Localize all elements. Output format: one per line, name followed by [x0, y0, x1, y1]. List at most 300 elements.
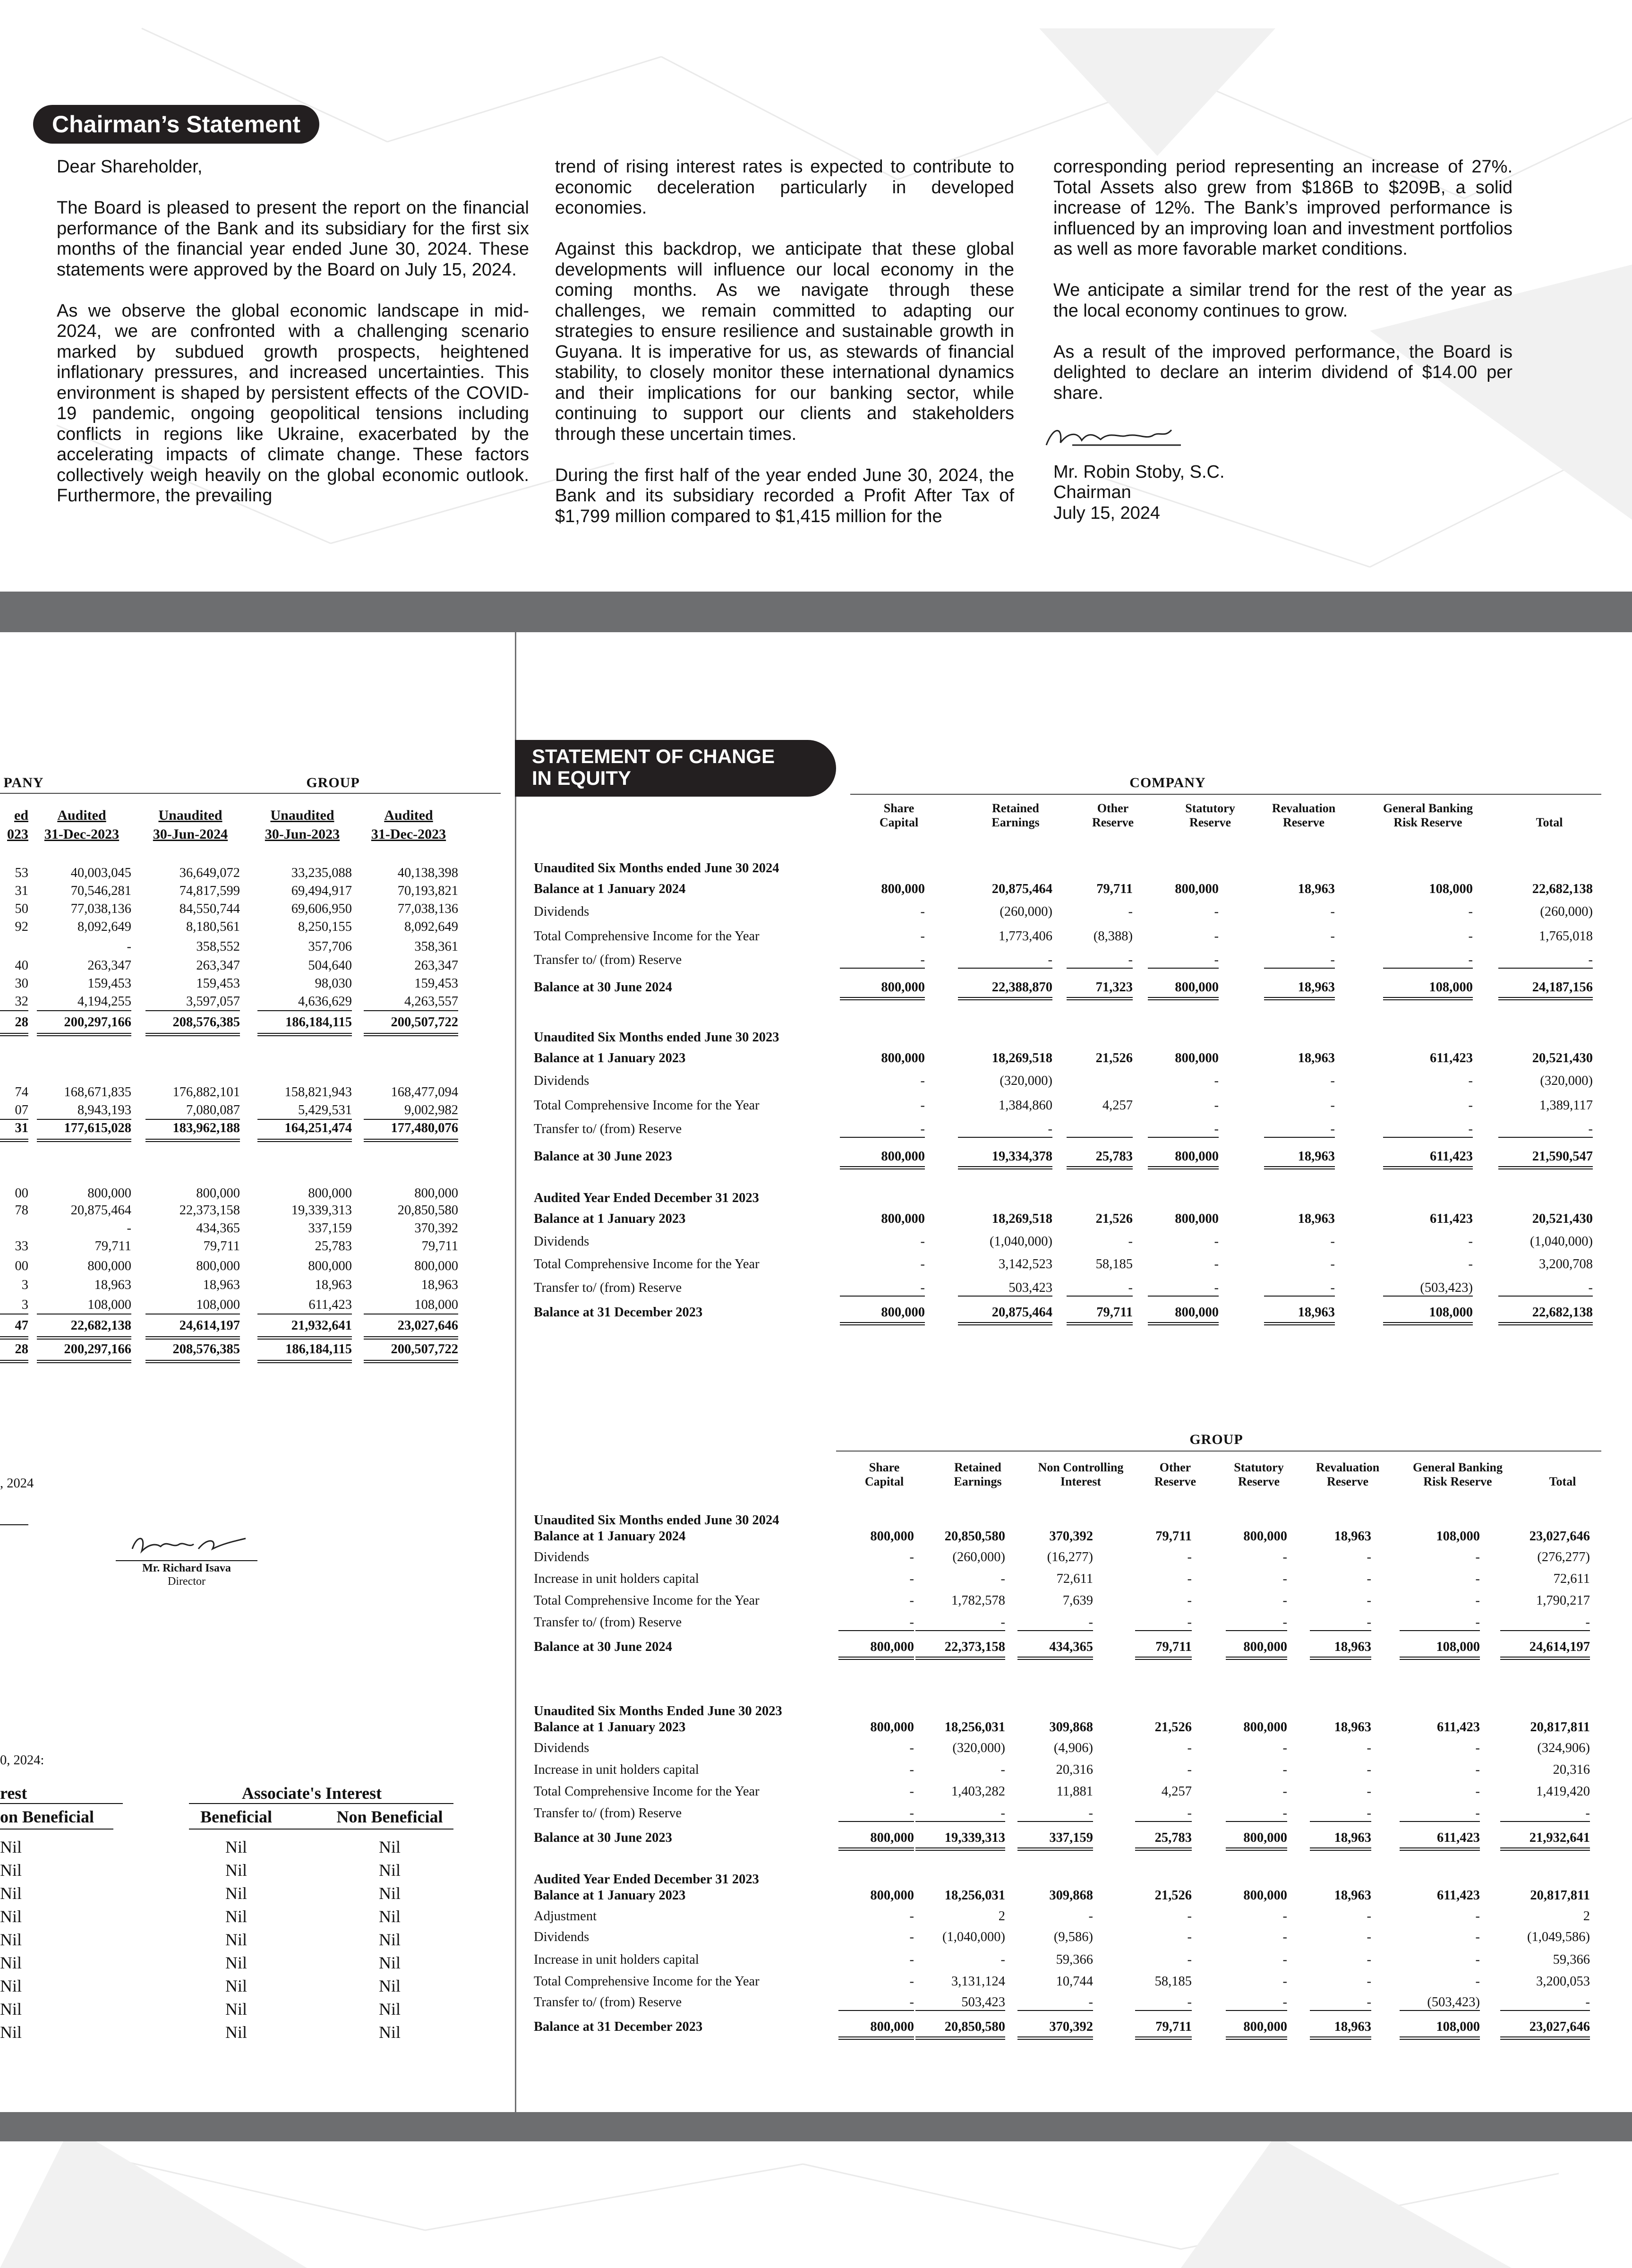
- table-cell: 108,000: [414, 1297, 458, 1312]
- column-header-line: Other: [1097, 801, 1129, 815]
- table-cell: 18,963: [315, 1278, 352, 1292]
- table-cell: -: [909, 1974, 914, 1989]
- table-cell: 200,507,722: [391, 1015, 458, 1030]
- interest-cell: Nil: [378, 1884, 401, 1903]
- table-cell: -: [1367, 1615, 1371, 1630]
- table-cell: 503,423: [1008, 1280, 1052, 1295]
- table-cell: -: [1330, 1098, 1335, 1113]
- table-cell: 611,423: [308, 1297, 352, 1312]
- table-cell: 800,000: [1243, 1529, 1287, 1544]
- table-cell: (1,040,000): [990, 1234, 1052, 1249]
- table-cell: -: [1367, 1593, 1371, 1608]
- table-cell: -: [1585, 1615, 1590, 1630]
- statement-paragraph: During the first half of the year ended June 30, 2024, the Bank and its subsidiary recorded a Profit After Tax of $1,799 million compared to $1,415 million for the: [555, 465, 1014, 526]
- interest-cell: Nil: [0, 2023, 22, 2042]
- cell-rule: [145, 1141, 240, 1142]
- table-cell: 20,875,464: [991, 882, 1052, 896]
- table-cell: -: [1475, 1806, 1480, 1821]
- table-cell: -: [1187, 1909, 1192, 1924]
- table-cell: 18,963: [1334, 2019, 1371, 2034]
- table-cell: 18,963: [1334, 1830, 1371, 1845]
- table-cell: 800,000: [870, 1720, 914, 1735]
- cell-rule: [257, 1362, 352, 1363]
- table-cell: 18,963: [1298, 1051, 1335, 1065]
- column-header-line: Retained: [992, 801, 1039, 815]
- table-cell: -: [1468, 904, 1473, 919]
- table-cell: 800,000: [1175, 1305, 1219, 1320]
- table-cell: 74: [15, 1085, 28, 1100]
- column-header-line: Risk Reserve: [1423, 1475, 1492, 1488]
- table-cell: 358,552: [196, 939, 240, 954]
- table-cell: -: [909, 1615, 914, 1630]
- table-cell: 434,365: [1049, 1640, 1093, 1654]
- interest-cell: Nil: [225, 2000, 247, 2019]
- table-cell: 21,932,641: [1529, 1830, 1590, 1845]
- table-cell: -: [1475, 1952, 1480, 1967]
- table-cell: -: [909, 1741, 914, 1755]
- table-cell: -: [1585, 1995, 1590, 2010]
- table-cell: (320,000): [952, 1741, 1005, 1755]
- table-cell: 3,597,057: [186, 994, 240, 1009]
- cell-rule: [364, 1360, 458, 1361]
- table-cell: -: [1588, 1280, 1593, 1295]
- row-label: Balance at 30 June 2023: [534, 1830, 672, 1845]
- row-label: Total Comprehensive Income for the Year: [534, 1257, 760, 1271]
- table-cell: -: [1475, 1784, 1480, 1799]
- interest-cell: Nil: [0, 1953, 22, 1972]
- non-beneficial-header: Non Beneficial: [336, 1807, 443, 1826]
- table-cell: -: [920, 1074, 925, 1088]
- table-cell: 23,027,646: [1529, 1529, 1590, 1544]
- table-cell: -: [1330, 1122, 1335, 1136]
- table-cell: 434,365: [196, 1221, 240, 1236]
- table-cell: 92: [15, 919, 28, 934]
- group-header: GROUP: [1189, 1432, 1243, 1447]
- table-cell: 71,323: [1095, 980, 1133, 995]
- table-cell: -: [909, 1995, 914, 2010]
- table-cell: -: [1330, 904, 1335, 919]
- cell-rule: [257, 1339, 352, 1340]
- cell-rule: [364, 1141, 458, 1142]
- table-cell: -: [920, 1098, 925, 1113]
- column-header-line: Risk Reserve: [1393, 816, 1462, 829]
- statement-paragraph: The Board is pleased to present the report on the financial performance of the Bank and its subsidiary for the first six months of the financial year ended June 30, 2024. These statements were approved by the Board on July 15, 2024.: [57, 198, 529, 280]
- interest-cell: Nil: [378, 2023, 401, 2042]
- table-cell: 108,000: [1436, 1529, 1480, 1544]
- table-cell: 800,000: [1243, 2019, 1287, 2034]
- table-cell: 21,526: [1154, 1720, 1192, 1735]
- table-cell: -: [1282, 1806, 1287, 1821]
- cell-rule: [37, 1035, 131, 1036]
- table-cell: 72,611: [1553, 1572, 1590, 1586]
- table-cell: 8,250,155: [298, 919, 352, 934]
- table-cell: 69,606,950: [291, 902, 352, 916]
- table-cell: 611,423: [1436, 1720, 1480, 1735]
- column-date: 31-Dec-2023: [371, 826, 446, 842]
- row-label: Balance at 1 January 2023: [534, 1211, 686, 1226]
- cell-rule: [0, 1119, 28, 1120]
- table-cell: 358,361: [414, 939, 458, 954]
- table-cell: -: [1048, 953, 1052, 967]
- row-label: Dividends: [534, 1930, 590, 1944]
- table-cell: 800,000: [308, 1259, 352, 1273]
- table-cell: 3: [21, 1278, 28, 1292]
- table-cell: -: [1214, 953, 1219, 967]
- table-cell: 4,194,255: [77, 994, 131, 1009]
- cell-rule: [145, 1139, 240, 1140]
- cell-rule: [37, 1010, 131, 1011]
- table-cell: 18,963: [1298, 882, 1335, 896]
- row-label: Dividends: [534, 1741, 590, 1755]
- cell-rule: [0, 1033, 28, 1034]
- table-cell: -: [909, 1909, 914, 1924]
- table-cell: 3,131,124: [951, 1974, 1005, 1989]
- row-label: Transfer to/ (from) Reserve: [534, 953, 682, 967]
- table-cell: (1,040,000): [942, 1930, 1005, 1944]
- table-cell: 31: [15, 884, 28, 898]
- table-cell: -: [920, 1280, 925, 1295]
- table-cell: 18,963: [1298, 1149, 1335, 1164]
- interest-intro-fragment: 0, 2024:: [0, 1753, 44, 1768]
- table-cell: -: [1187, 1593, 1192, 1608]
- table-cell: 800,000: [1175, 1211, 1219, 1226]
- table-cell: 8,180,561: [186, 919, 240, 934]
- cell-rule: [37, 1033, 131, 1034]
- table-cell: -: [1330, 1234, 1335, 1249]
- table-cell: (320,000): [1000, 1074, 1052, 1088]
- table-cell: -: [909, 1572, 914, 1586]
- table-cell: -: [1128, 953, 1133, 967]
- table-cell: 4,263,557: [404, 994, 458, 1009]
- column-header-line: Interest: [1060, 1475, 1102, 1488]
- table-cell: -: [1475, 1550, 1480, 1564]
- table-cell: 18,963: [1298, 980, 1335, 995]
- table-cell: 7,639: [1062, 1593, 1093, 1608]
- interest-rule: [189, 1803, 453, 1804]
- table-cell: 18,963: [1298, 1305, 1335, 1320]
- row-label: Increase in unit holders capital: [534, 1952, 699, 1967]
- table-cell: 22,682,138: [1532, 882, 1593, 896]
- table-cell: -: [1282, 1909, 1287, 1924]
- table-cell: -: [1468, 1074, 1473, 1088]
- table-cell: -: [909, 1952, 914, 1967]
- associates-interest-label: Associate's Interest: [241, 1784, 382, 1803]
- interest-cell: Nil: [0, 1976, 22, 1995]
- table-cell: 79,711: [1096, 882, 1133, 896]
- interest-cell: Nil: [225, 1953, 247, 1972]
- table-cell: 800,000: [1243, 1830, 1287, 1845]
- table-cell: 58,185: [1154, 1974, 1192, 1989]
- table-cell: (1,049,586): [1527, 1930, 1590, 1944]
- table-cell: 21,932,641: [291, 1318, 352, 1333]
- cell-rule: [257, 1033, 352, 1034]
- statement-paragraph: We anticipate a similar trend for the rest of the year as the local economy continues to grow.: [1053, 280, 1512, 321]
- table-cell: 611,423: [1429, 1149, 1473, 1164]
- table-cell: -: [1214, 1234, 1219, 1249]
- table-cell: 23,027,646: [397, 1318, 458, 1333]
- table-cell: 800,000: [196, 1259, 240, 1273]
- table-cell: -: [1282, 1784, 1287, 1799]
- table-cell: -: [1367, 1784, 1371, 1799]
- table-cell: 4,257: [1102, 1098, 1133, 1113]
- interest-cell: Nil: [0, 1838, 22, 1856]
- table-cell: -: [1282, 1593, 1287, 1608]
- column-header-line: General Banking: [1383, 801, 1473, 815]
- column-header-line: Capital: [864, 1475, 904, 1488]
- table-cell: -: [1187, 1806, 1192, 1821]
- table-cell: -: [920, 929, 925, 944]
- table-cell: 159,453: [196, 976, 240, 991]
- table-cell: -: [1282, 1741, 1287, 1755]
- table-cell: 18,963: [1334, 1888, 1371, 1903]
- signature-line: [116, 1560, 257, 1561]
- financial-position-table: [0, 632, 515, 2112]
- table-cell: -: [1330, 1074, 1335, 1088]
- equity-statement-title: [515, 740, 836, 797]
- cell-rule: [364, 1139, 458, 1140]
- table-cell: 25,783: [315, 1239, 352, 1254]
- table-cell: -: [1214, 1257, 1219, 1271]
- table-cell: 176,882,101: [172, 1085, 240, 1100]
- table-cell: 25,783: [1154, 1830, 1192, 1845]
- table-cell: 18,256,031: [944, 1888, 1005, 1903]
- table-cell: -: [920, 1122, 925, 1136]
- table-cell: 337,159: [308, 1221, 352, 1236]
- table-cell: 20,875,464: [70, 1203, 131, 1218]
- table-cell: 800,000: [1243, 1720, 1287, 1735]
- table-cell: 4,636,629: [298, 994, 352, 1009]
- table-cell: 40: [15, 958, 28, 973]
- table-cell: 53: [15, 866, 28, 880]
- column-status: Audited: [57, 808, 106, 823]
- table-cell: (276,277): [1537, 1550, 1590, 1564]
- column-header-line: Capital: [879, 816, 919, 829]
- title-line: IN EQUITY: [532, 767, 632, 789]
- interest-rule: [0, 1829, 113, 1830]
- interest-cell: Nil: [378, 1953, 401, 1972]
- statement-paragraph: trend of rising interest rates is expected to contribute to economic deceleration particularly in developed economies.: [555, 157, 1014, 218]
- table-cell: 33: [15, 1239, 28, 1254]
- table-cell: 25,783: [1095, 1149, 1133, 1164]
- table-cell: 1,389,117: [1539, 1098, 1593, 1113]
- table-cell: (260,000): [952, 1550, 1005, 1564]
- row-label: Balance at 1 January 2023: [534, 1888, 686, 1903]
- table-cell: 2: [998, 1909, 1005, 1924]
- row-label: Dividends: [534, 1074, 590, 1088]
- table-cell: -: [1585, 1806, 1590, 1821]
- cell-rule: [145, 1360, 240, 1361]
- salutation: Dear Shareholder,: [57, 157, 203, 177]
- row-label: Total Comprehensive Income for the Year: [534, 1593, 760, 1608]
- interest-cell: Nil: [0, 2000, 22, 2019]
- table-cell: -: [1187, 1615, 1192, 1630]
- column-header-line: Statutory: [1234, 1460, 1284, 1474]
- table-cell: 1,782,578: [951, 1593, 1005, 1608]
- table-cell: -: [1214, 904, 1219, 919]
- table-cell: 28: [15, 1342, 28, 1357]
- table-cell: -: [127, 1221, 131, 1236]
- table-cell: 19,339,313: [291, 1203, 352, 1218]
- table-cell: 19,334,378: [991, 1149, 1052, 1164]
- cell-rule: [145, 1010, 240, 1011]
- table-cell: 108,000: [1436, 2019, 1480, 2034]
- table-cell: -: [1214, 1280, 1219, 1295]
- table-cell: 18,269,518: [991, 1211, 1052, 1226]
- table-cell: -: [1000, 1615, 1005, 1630]
- table-cell: 1,765,018: [1539, 929, 1593, 944]
- table-cell: 22,682,138: [70, 1318, 131, 1333]
- column-header-line: Reserve: [1154, 1475, 1196, 1488]
- table-cell: 168,671,835: [64, 1085, 131, 1100]
- table-cell: 22,373,158: [944, 1640, 1005, 1654]
- directors-interest-label: rest: [0, 1784, 27, 1803]
- table-cell: 158,821,943: [284, 1085, 352, 1100]
- table-cell: 8,092,649: [77, 919, 131, 934]
- table-cell: 21,526: [1095, 1051, 1133, 1065]
- statement-paragraph: corresponding period representing an increase of 27%. Total Assets also grew from $186B to $209B, a solid increase of 12%. The Bank’s improved performance is influenced by an improving loan and investment portfolios as well as more favorable market conditions.: [1053, 157, 1512, 259]
- table-cell: -: [1367, 1930, 1371, 1944]
- row-label: Balance at 31 December 2023: [534, 2019, 703, 2034]
- cell-rule: [145, 1339, 240, 1340]
- table-cell: 20,521,430: [1532, 1051, 1593, 1065]
- table-cell: 24,614,197: [1529, 1640, 1590, 1654]
- table-cell: -: [1187, 1930, 1192, 1944]
- cell-rule: [257, 1141, 352, 1142]
- table-cell: -: [1282, 1995, 1287, 2010]
- table-cell: 1,384,860: [999, 1098, 1052, 1113]
- column-status: Unaudited: [270, 808, 334, 823]
- table-cell: (16,277): [1047, 1550, 1093, 1564]
- table-cell: 59,366: [1056, 1952, 1093, 1967]
- table-cell: 11,881: [1056, 1784, 1093, 1799]
- table-cell: 200,507,722: [391, 1342, 458, 1357]
- section-heading: Unaudited Six Months ended June 30 2023: [534, 1030, 779, 1045]
- table-cell: 611,423: [1429, 1051, 1473, 1065]
- table-cell: 70,546,281: [70, 884, 131, 898]
- table-cell: 1,403,282: [951, 1784, 1005, 1799]
- table-cell: 50: [15, 902, 28, 916]
- table-cell: 28: [15, 1015, 28, 1030]
- table-cell: -: [1214, 1122, 1219, 1136]
- chairman-role: Chairman: [1053, 482, 1131, 502]
- table-cell: -: [909, 1593, 914, 1608]
- table-cell: 21,590,547: [1532, 1149, 1593, 1164]
- row-label: Balance at 30 June 2024: [534, 980, 672, 995]
- table-cell: -: [1330, 1257, 1335, 1271]
- column-header-line: Revaluation: [1316, 1460, 1380, 1474]
- interest-cell: Nil: [0, 1907, 22, 1926]
- row-label: Total Comprehensive Income for the Year: [534, 1784, 760, 1799]
- table-cell: -: [1000, 1572, 1005, 1586]
- table-cell: -: [1187, 1995, 1192, 2010]
- interest-cell: Nil: [0, 1884, 22, 1903]
- table-cell: 36,649,072: [179, 866, 240, 880]
- table-cell: -: [1187, 1572, 1192, 1586]
- column-header-line: Other: [1159, 1460, 1191, 1474]
- cell-rule: [0, 1339, 28, 1340]
- table-cell: 3,142,523: [999, 1257, 1052, 1271]
- table-cell: 800,000: [1243, 1888, 1287, 1903]
- table-cell: 800,000: [870, 1830, 914, 1845]
- table-cell: 22,682,138: [1532, 1305, 1593, 1320]
- cell-rule: [257, 1035, 352, 1036]
- table-cell: 177,615,028: [64, 1121, 131, 1135]
- table-cell: 70,193,821: [397, 884, 458, 898]
- table-cell: 9,002,982: [404, 1103, 458, 1117]
- table-cell: 263,347: [87, 958, 131, 973]
- table-cell: -: [1367, 1806, 1371, 1821]
- table-cell: -: [1282, 1550, 1287, 1564]
- table-cell: -: [1367, 1572, 1371, 1586]
- table-cell: 79,711: [94, 1239, 131, 1254]
- table-cell: -: [1088, 1909, 1093, 1924]
- row-label: Total Comprehensive Income for the Year: [534, 929, 760, 944]
- table-cell: (320,000): [1540, 1074, 1593, 1088]
- table-cell: 20,875,464: [991, 1305, 1052, 1320]
- cell-rule: [0, 1010, 28, 1011]
- table-cell: -: [1214, 1098, 1219, 1113]
- row-label: Balance at 1 January 2023: [534, 1051, 686, 1065]
- table-cell: -: [1330, 953, 1335, 967]
- table-cell: 18,963: [1334, 1720, 1371, 1735]
- table-cell: 20,521,430: [1532, 1211, 1593, 1226]
- table-cell: 69,494,917: [291, 884, 352, 898]
- cell-rule: [145, 1119, 240, 1120]
- table-cell: -: [1475, 1909, 1480, 1924]
- cell-rule: [0, 1035, 28, 1036]
- group-header: COMPANY: [1129, 775, 1206, 790]
- table-cell: -: [1128, 904, 1133, 919]
- table-cell: -: [1187, 1741, 1192, 1755]
- table-cell: 77,038,136: [70, 902, 131, 916]
- column-date: 31-Dec-2023: [44, 826, 120, 842]
- table-cell: -: [1588, 953, 1593, 967]
- table-cell: -: [1088, 1995, 1093, 2010]
- table-cell: -: [909, 1806, 914, 1821]
- table-cell: 74,817,599: [179, 884, 240, 898]
- table-cell: -: [1000, 1806, 1005, 1821]
- table-cell: -: [1282, 1930, 1287, 1944]
- table-cell: -: [1000, 1952, 1005, 1967]
- table-cell: 1,773,406: [999, 929, 1052, 944]
- table-cell: 800,000: [881, 882, 925, 896]
- table-cell: 177,480,076: [391, 1121, 458, 1135]
- table-cell: 800,000: [308, 1186, 352, 1201]
- table-cell: 108,000: [196, 1297, 240, 1312]
- row-label: Transfer to/ (from) Reserve: [534, 1806, 682, 1821]
- table-cell: 21,526: [1154, 1888, 1192, 1903]
- cell-rule: [37, 1339, 131, 1340]
- table-cell: 800,000: [1175, 1051, 1219, 1065]
- table-cell: 263,347: [196, 958, 240, 973]
- table-cell: 22,373,158: [179, 1203, 240, 1218]
- table-cell: 800,000: [870, 2019, 914, 2034]
- cell-rule: [0, 1362, 28, 1363]
- table-cell: 800,000: [870, 1640, 914, 1654]
- table-cell: 800,000: [1175, 882, 1219, 896]
- cell-rule: [0, 1336, 28, 1337]
- table-cell: 79,711: [421, 1239, 458, 1254]
- table-cell: -: [1367, 1741, 1371, 1755]
- table-cell: 2: [1583, 1909, 1590, 1924]
- table-cell: 24,187,156: [1532, 980, 1593, 995]
- cell-rule: [364, 1010, 458, 1011]
- cell-rule: [145, 1035, 240, 1036]
- signature-line: [0, 1524, 28, 1525]
- interest-rule: [189, 1829, 453, 1830]
- interest-cell: Nil: [225, 2023, 247, 2042]
- row-label: Dividends: [534, 1550, 590, 1564]
